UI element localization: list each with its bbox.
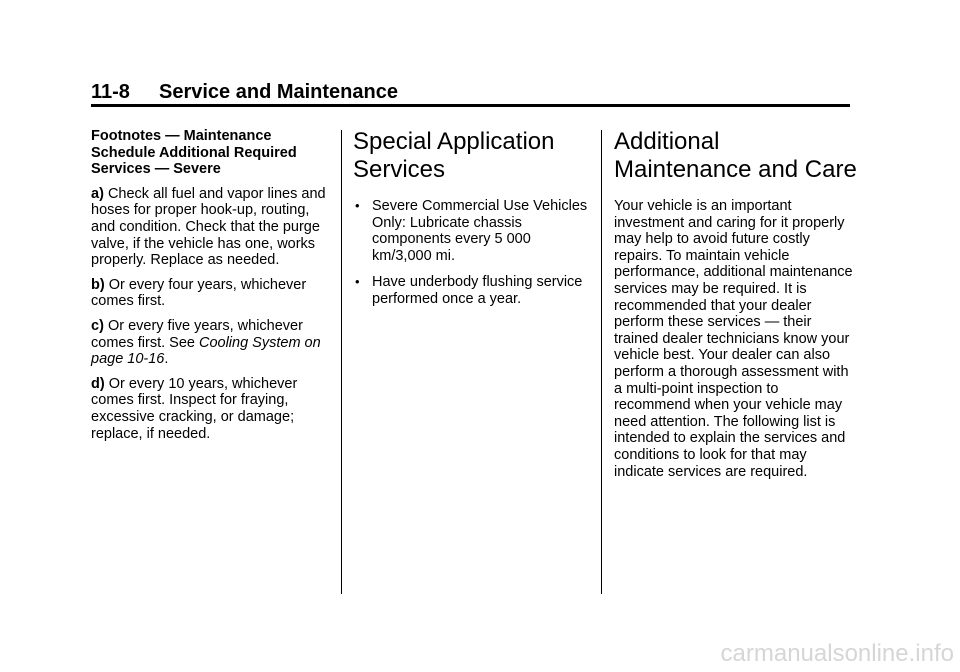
watermark: carmanualsonline.info	[720, 640, 954, 667]
heading-line-2: Services	[353, 156, 446, 183]
footnote-after: .	[164, 351, 169, 368]
special-services-heading	[353, 128, 593, 184]
bullet-icon: •	[355, 274, 360, 290]
footnote-text: Or every four years, whichever comes first.	[91, 276, 307, 310]
footnote-text: Or every five years, whichever comes first. See	[91, 317, 303, 351]
page-number: 11-8	[91, 81, 130, 103]
footnote-a	[91, 186, 333, 269]
heading-line-1: Additional	[614, 128, 720, 155]
section-title: Service and Maintenance	[159, 81, 398, 103]
additional-care-paragraph: Your vehicle is an important investment and caring for it properly may help to avoid future costly repairs. To maintain vehicle performance, additional maintenance services may be required. It is recommended that your dealer perform these services — their trained dealer technicians know your vehicle best. Your dealer can also perform a thorough assessment with a multi-point inspection to recommend when your vehicle may need attention. The following list is intended to explain the services and conditions to look for that may indicate services are required.	[614, 198, 853, 480]
heading-line-1: Special Application	[353, 128, 555, 155]
footnote-d	[91, 376, 333, 442]
list-item-text: Severe Commercial Use Vehicles Only: Lubricate chassis components every 5 000 km/3,000 mi.	[372, 198, 588, 264]
footnote-label: d)	[91, 375, 105, 392]
special-services-column	[353, 128, 593, 318]
footnote-text: Check all fuel and vapor lines and hoses for proper hook-up, routing, and condition. Check that the purge valve, if the vehicle has one, works properly. Replace as needed.	[91, 185, 326, 269]
footnote-label: a)	[91, 185, 104, 202]
heading-line-2: Maintenance and Care	[614, 156, 857, 183]
footnotes-subheading: Footnotes — Maintenance Schedule Additional Required Services — Severe	[91, 128, 297, 178]
footnotes-column	[91, 128, 333, 450]
column-divider-2	[601, 130, 602, 594]
special-services-list	[353, 198, 593, 308]
additional-care-heading	[614, 128, 856, 184]
list-item	[353, 274, 593, 307]
header-rule	[91, 104, 850, 107]
footnote-c	[91, 318, 333, 368]
column-divider-1	[341, 130, 342, 594]
page-header	[91, 80, 398, 104]
footnote-label: b)	[91, 276, 105, 293]
bullet-icon: •	[355, 198, 360, 213]
footnote-label: c)	[91, 317, 104, 334]
cooling-system-link[interactable]: Cooling System on page 10-16	[91, 334, 321, 368]
footnote-b	[91, 277, 333, 310]
additional-care-column	[614, 128, 856, 488]
list-item	[353, 198, 593, 264]
footnote-text: Or every 10 years, whichever comes first. Inspect for fraying, excessive cracking, or damage; replace, if needed.	[91, 375, 298, 442]
list-item-text: Have underbody flushing service performed once a year.	[372, 274, 583, 307]
